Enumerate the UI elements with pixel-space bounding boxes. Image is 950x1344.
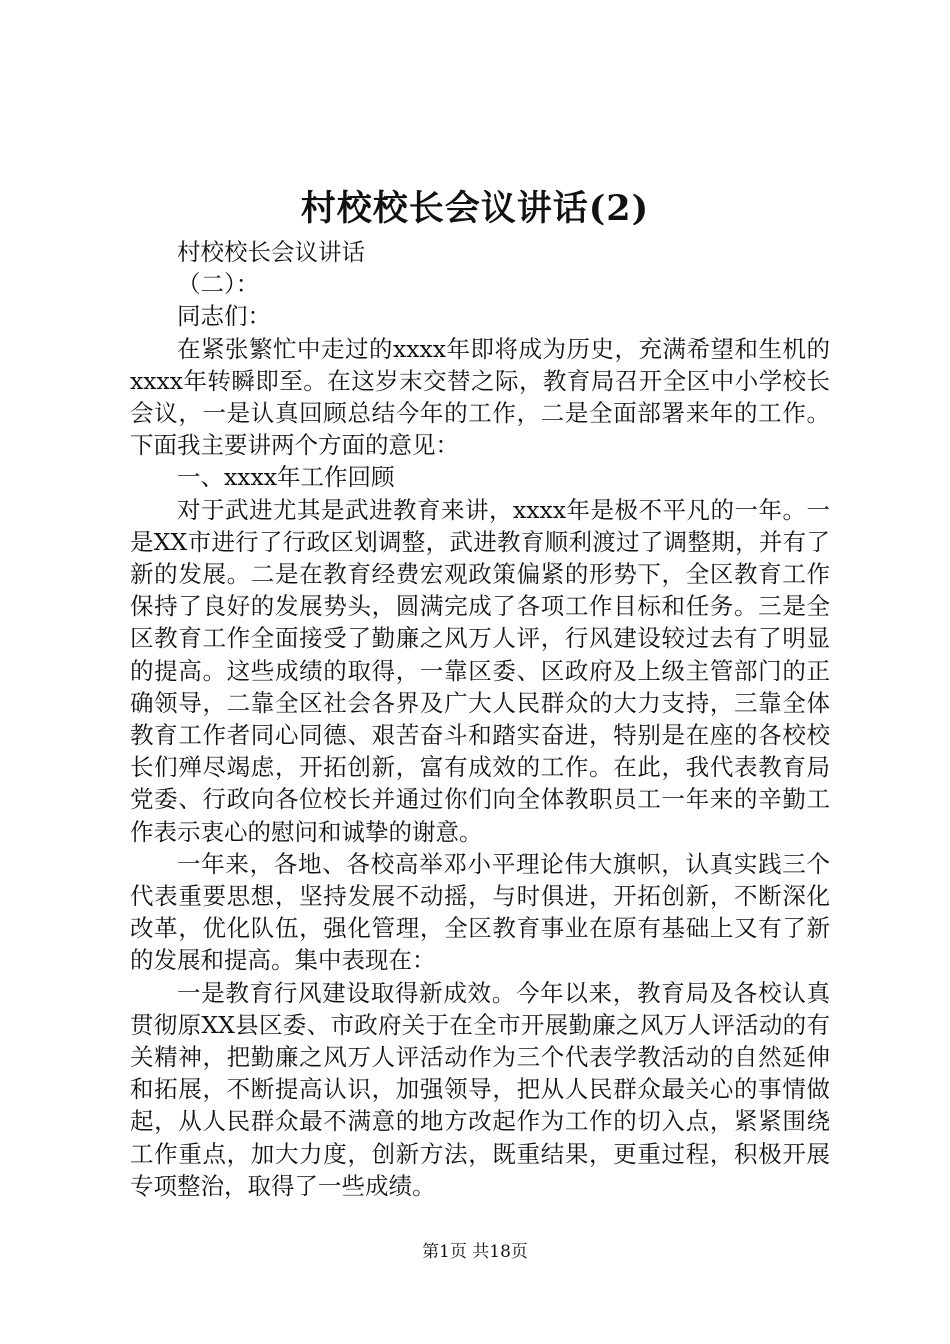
paragraph-part-number: （二）： — [177, 270, 260, 299]
page-footer: 第1页 共18页 — [422, 1242, 528, 1262]
paragraph-review: 对于武进尤其是武进教育来讲，xxxx年是极不平凡的一年。一是XX市进行了行政区划调整，武进教育顺利渡过了调整期，并有了新的发展。二是在教育经费宏观政策偏紧的形势下，全区教育工作保持了良好的发展势头，圆满完成了各项工作目标和任务。三是全区教育工作全面接受了勤廉之风万人评，行风建设较过去有了明显的提高。这些成绩的取得，一靠区委、区政府及上级主管部门的正确领导，二靠全区社会各界及广大人民群众的大力支持，三靠全体教育工作者同心同德、艰苦奋斗和踏实奋进，特别是在座的各校校长们殚尽竭虑，开拓创新，富有成效的工作。在此，我代表教育局党委、行政向各位校长并通过你们向全体教职员工一年来的辛勤工作表示衷心的慰问和诚挚的谢意。 — [130, 495, 830, 846]
paragraph-point-one: 一是教育行风建设取得新成效。今年以来，教育局及各校认真贯彻原XX县区委、市政府关于在全市开展勤廉之风万人评活动的有关精神，把勤廉之风万人评活动作为三个代表学教活动的自然延伸和拓展，不断提高认识，加强领导，把从人民群众最关心的事情做起，从人民群众最不满意的地方改起作为工作的切入点，紧紧围绕工作重点，加大力度，创新方法，既重结果，更重过程，积极开展专项整治，取得了一些成绩。 — [130, 978, 830, 1200]
document-title: 村校校长会议讲话(2) — [300, 188, 650, 229]
document-body — [130, 236, 830, 1202]
paragraph-summary: 一年来，各地、各校高举邓小平理论伟大旗帜，认真实践三个代表重要思想，坚持发展不动摇，与时俱进，开拓创新，不断深化改革，优化队伍，强化管理，全区教育事业在原有基础上又有了新的发展和提高。集中表现在： — [130, 849, 830, 975]
paragraph-salutation: 同志们： — [177, 302, 271, 331]
section-heading: 一、xxxx年工作回顾 — [177, 463, 395, 492]
paragraph-subtitle: 村校校长会议讲话 — [177, 238, 365, 266]
paragraph-intro: 在紧张繁忙中走过的xxxx年即将成为历史，充满希望和生机的xxxx年转瞬即至。在这岁末交替之际，教育局召开全区中小学校长会议，一是认真回顾总结今年的工作，二是全面部署来年的工作。下面我主要讲两个方面的意见： — [130, 334, 830, 460]
